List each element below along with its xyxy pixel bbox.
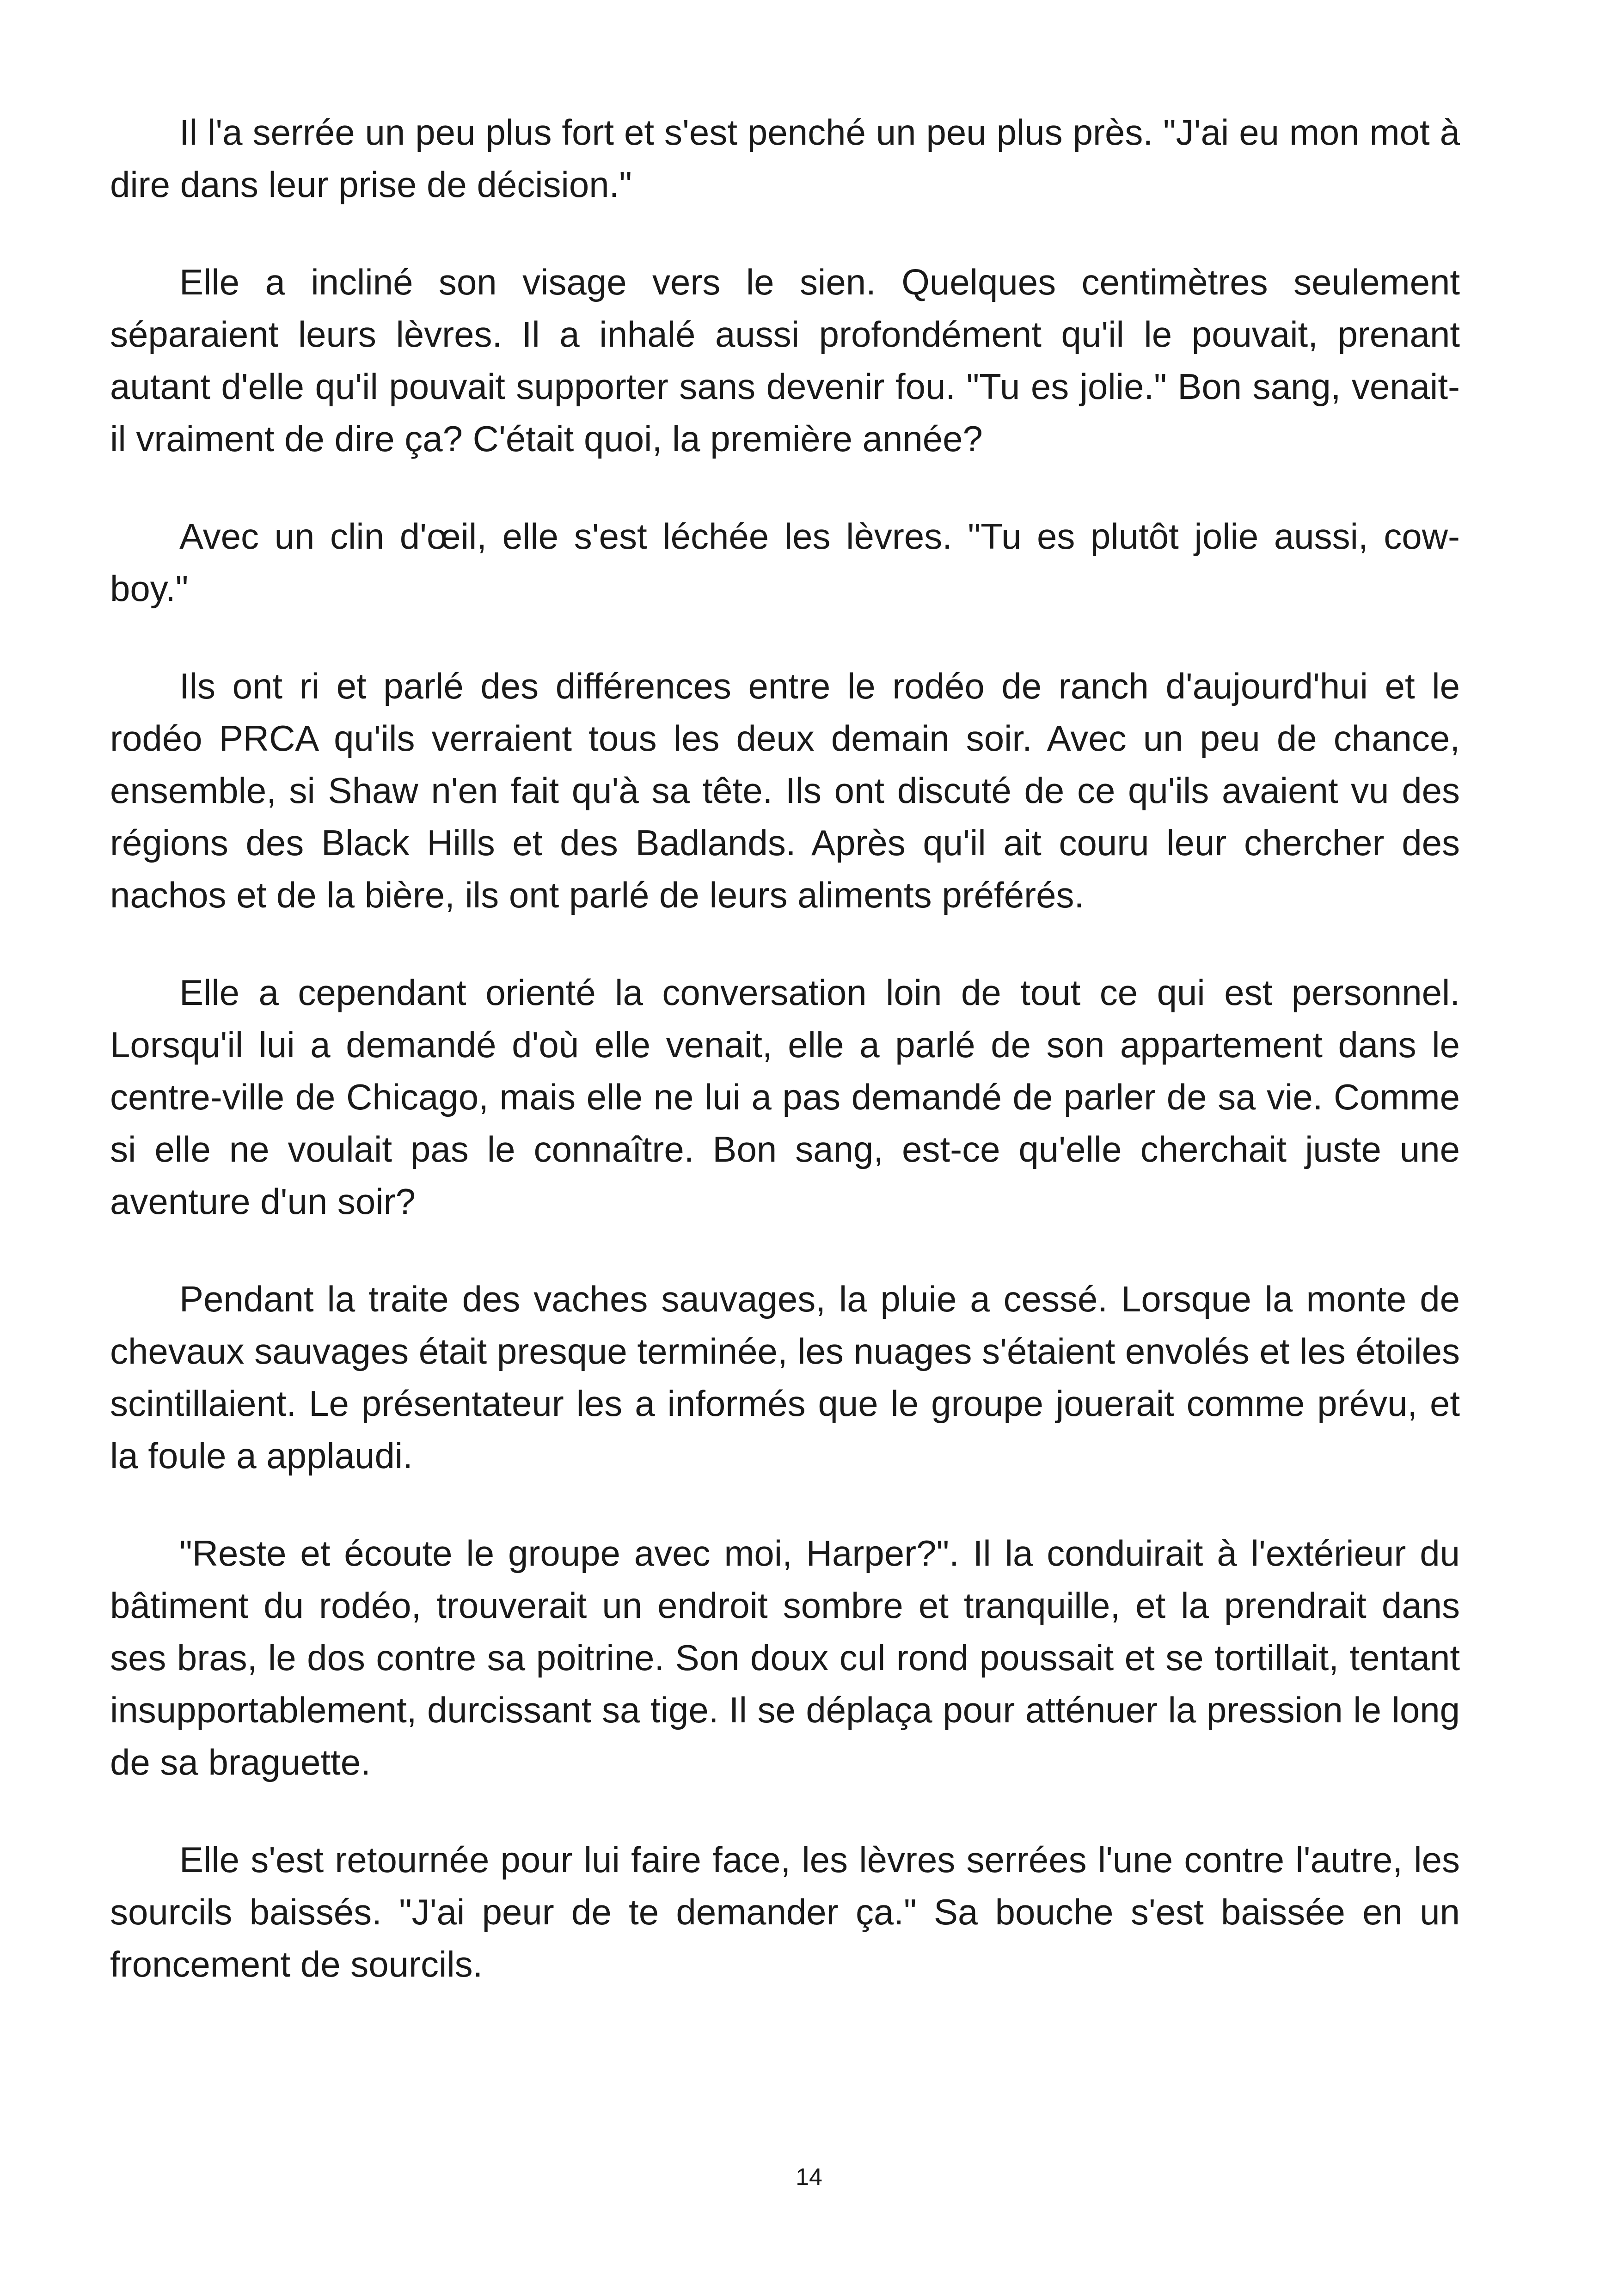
page-number: 14 xyxy=(796,2164,822,2191)
paragraph: Elle a cependant orienté la conversation loin de tout ce qui est personnel. Lorsqu'il lui a demandé d'où elle venait, elle a parlé de son appartement dans le centre-ville de Chicago, mais elle ne lui a pas demandé de parler de sa vie. Comme si elle ne voulait pas le connaître. Bon sang, est-ce qu'elle cherchait juste une aventure d'un soir? xyxy=(110,972,1460,1222)
paragraph: Il l'a serrée un peu plus fort et s'est penché un peu plus près. "J'ai eu mon mot à dire dans leur prise de décision." xyxy=(110,112,1460,205)
paragraph: Avec un clin d'œil, elle s'est léchée les lèvres. "Tu es plutôt jolie aussi, cow-boy." xyxy=(110,516,1460,609)
paragraph: Ils ont ri et parlé des différences entre le rodéo de ranch d'aujourd'hui et le rodéo PRCA qu'ils verraient tous les deux demain soir. Avec un peu de chance, ensemble, si Shaw n'en fait qu'à sa tête. Ils ont discuté de ce qu'ils avaient vu des régions des Black Hills et des Badlands. Après qu'il ait couru leur chercher des nachos et de la bière, ils ont parlé de leurs aliments préférés. xyxy=(110,666,1460,915)
body-text xyxy=(110,106,1460,2036)
paragraph: "Reste et écoute le groupe avec moi, Harper?". Il la conduirait à l'extérieur du bâtiment du rodéo, trouverait un endroit sombre et tranquille, et la prendrait dans ses bras, le dos contre sa poitrine. Son doux cul rond poussait et se tortillait, tentant insupportablement, durcissant sa tige. Il se déplaça pour atténuer la pression le long de sa braguette. xyxy=(110,1533,1460,1782)
paragraph: Pendant la traite des vaches sauvages, la pluie a cessé. Lorsque la monte de chevaux sauvages était presque terminée, les nuages s'étaient envolés et les étoiles scintillaient. Le présentateur les a informés que le groupe jouerait comme prévu, et la foule a applaudi. xyxy=(110,1279,1460,1476)
paragraph: Elle s'est retournée pour lui faire face, les lèvres serrées l'une contre l'autre, les sourcils baissés. "J'ai peur de te demander ça." Sa bouche s'est baissée en un froncement de sourcils. xyxy=(110,1839,1460,1984)
paragraph: Elle a incliné son visage vers le sien. Quelques centimètres seulement séparaient leurs lèvres. Il a inhalé aussi profondément qu'il le pouvait, prenant autant d'elle qu'il pouvait supporter sans devenir fou. "Tu es jolie." Bon sang, venait-il vraiment de dire ça? C'était quoi, la première année? xyxy=(110,262,1460,459)
